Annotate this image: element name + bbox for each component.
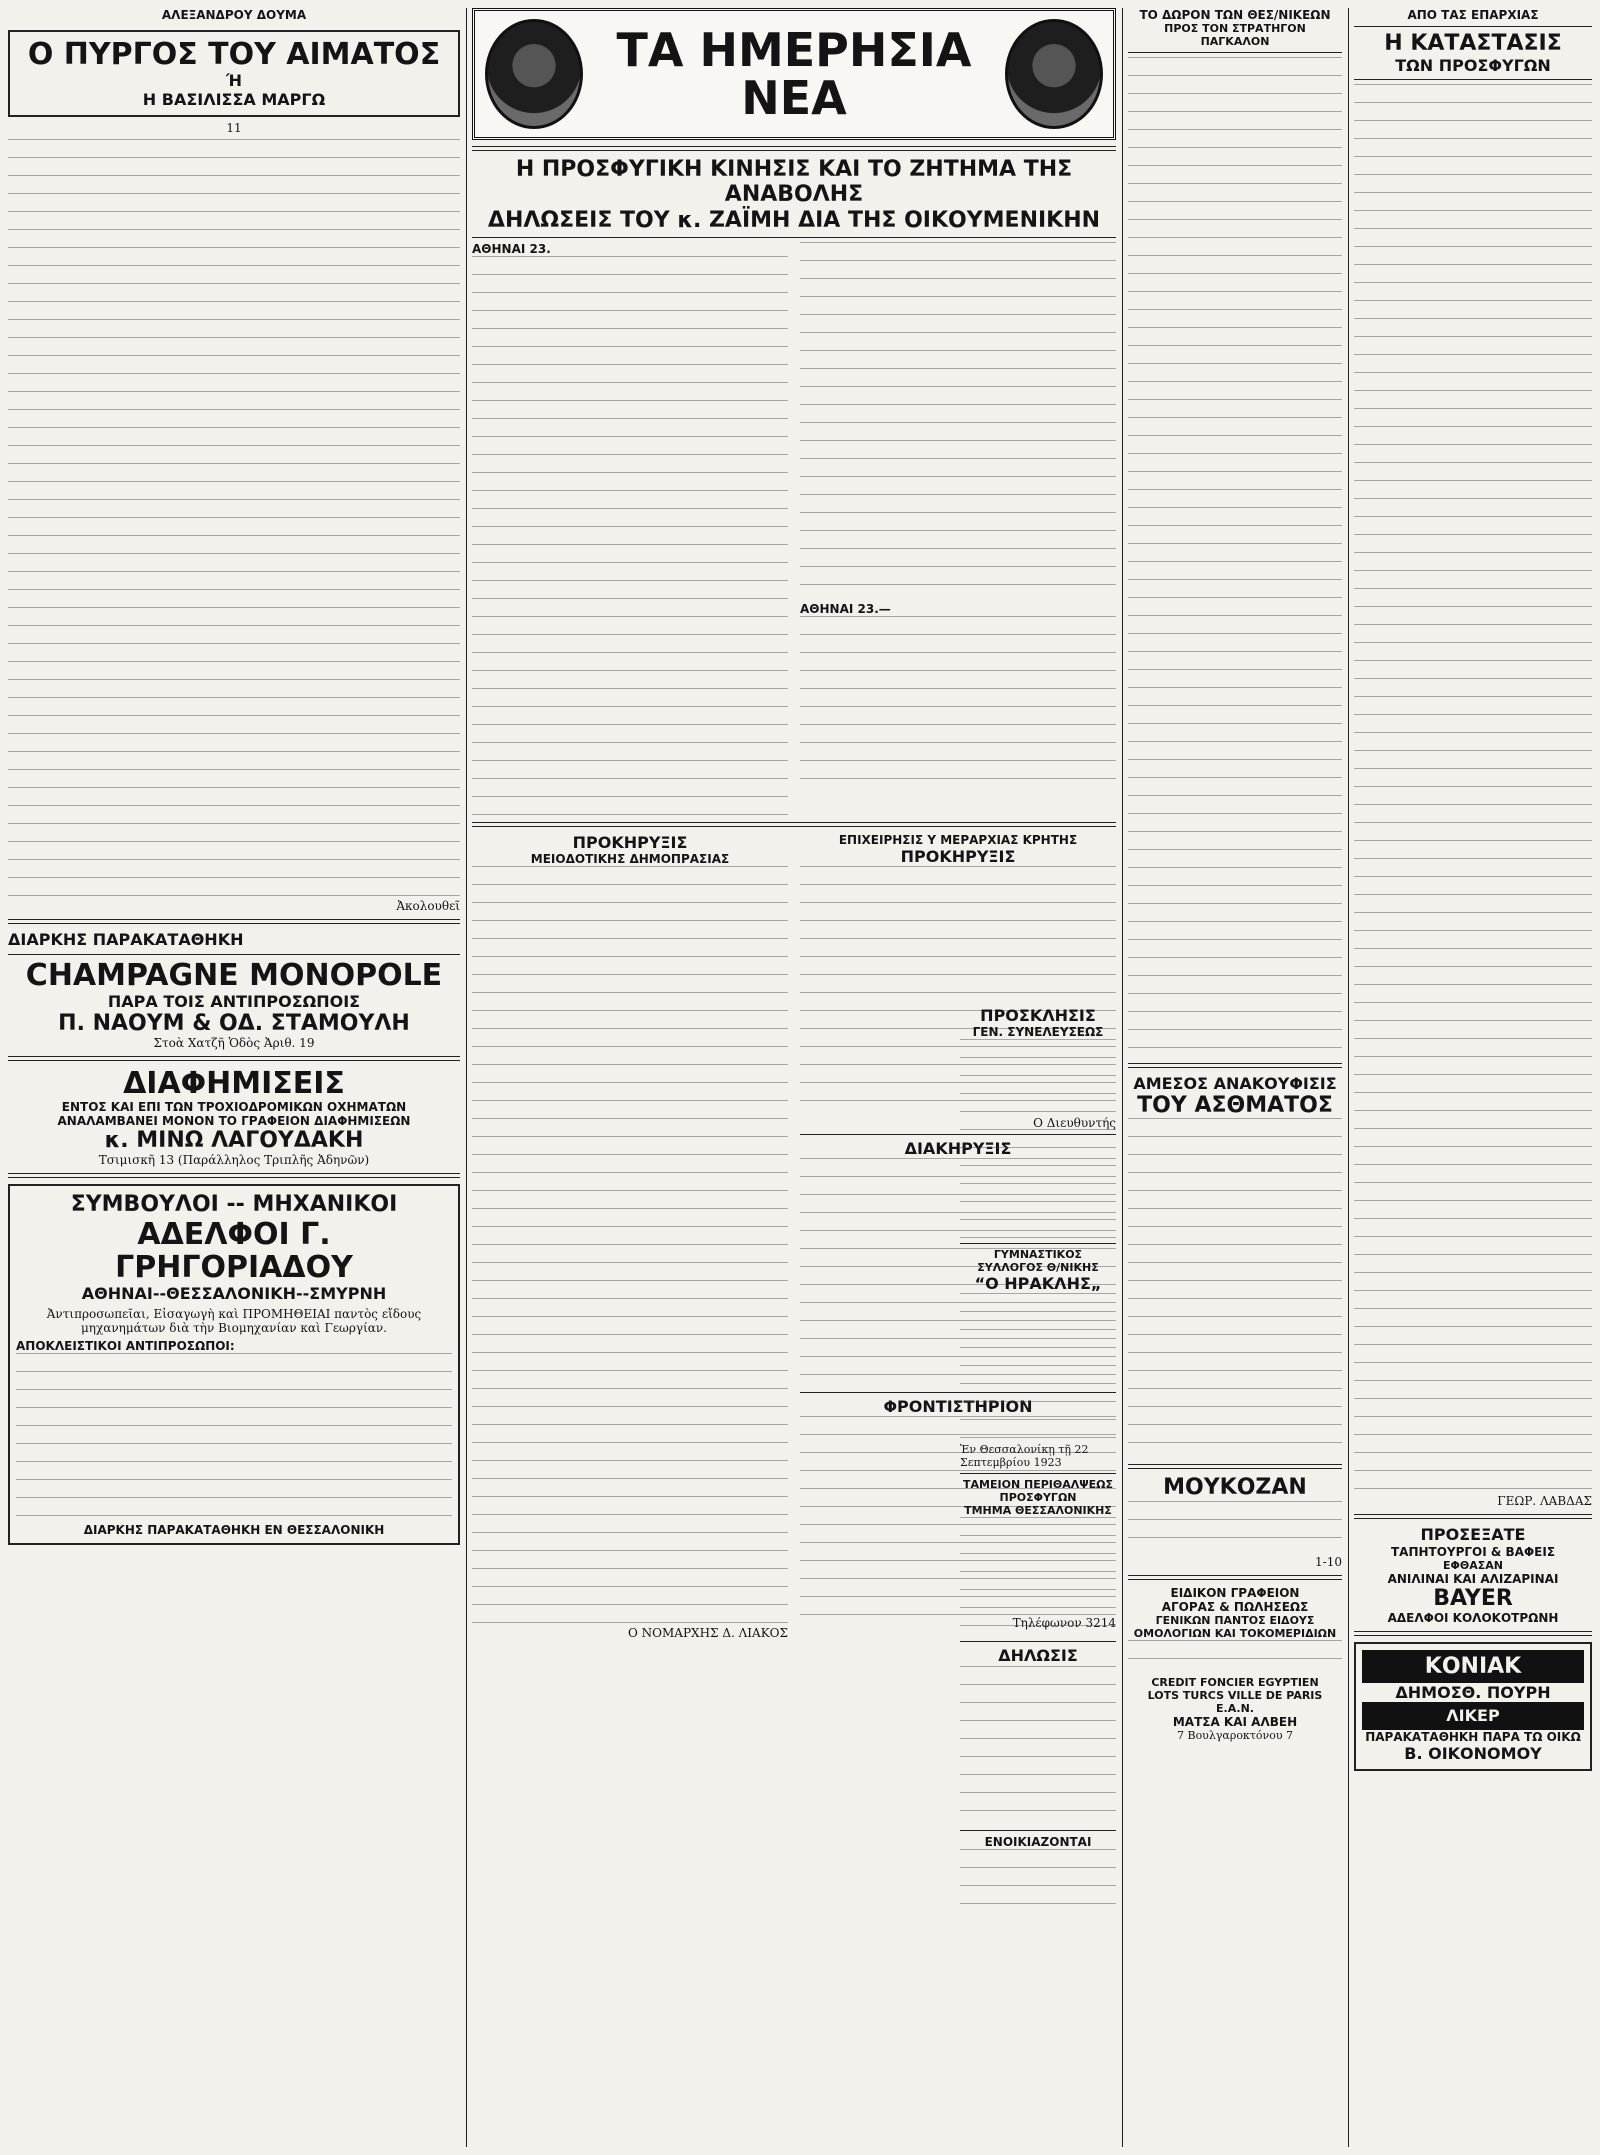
divider [1354, 1514, 1592, 1519]
serial-author: ΑΛΕΞΑΝΔΡΟΥ ΔΟΥΜΑ [161, 8, 307, 22]
masthead-emblem-left [485, 19, 583, 129]
assembly-heading: ΠΡΟΣΚΛΗΣΙΣ [980, 1006, 1096, 1025]
bayer-ad-trades: ΤΑΠΗΤΟΥΡΓΟΙ & ΒΑΦΕΙΣ [1390, 1544, 1556, 1559]
bayer-ad-brand: BAYER [1433, 1585, 1513, 1611]
assembly-body [960, 1039, 1116, 1239]
rent-heading: ΕΝΟΙΚΙΑΖΟΝΤΑΙ [984, 1834, 1092, 1849]
notice-1-signature: Ο ΝΟΜΑΡΧΗΣ Δ. ΛΙΑΚΟΣ [628, 1626, 788, 1641]
notice-1-body [472, 866, 788, 1626]
second-dateline: ΑΘΗΝΑΙ 23.— [800, 601, 891, 616]
asthma-sub: ΤΟΥ ΑΣΘΜΑΤΟΣ [1137, 1093, 1333, 1119]
champagne-ad-address: Στοὰ Χατζῆ Ὁδὸς Ἀριθ. 19 [153, 1036, 315, 1051]
serial-continued: Ἀκολουθεῖ [396, 899, 460, 914]
main-article-body-1 [472, 256, 788, 816]
ads-line-1: ΕΝΤΟΣ ΚΑΙ ΕΠΙ ΤΩΝ ΤΡΟΧΙΟΔΡΟΜΙΚΩΝ ΟΧΗΜΑΤΩΝ [61, 1100, 407, 1115]
main-article [472, 242, 1116, 816]
ads-address: Τσιμισκῆ 13 (Παράλληλος Τριπλῆς Ἀδηνῶν) [98, 1153, 370, 1168]
serial-subtitle: Η ΒΑΣΙΛΙΣΣΑ ΜΑΡΓΩ [142, 90, 326, 110]
headline: Η ΠΡΟΣΦΥΓΙΚΗ ΚΙΝΗΣΙΣ ΚΑΙ ΤΟ ΖΗΤΗΜΑ ΤΗΣ ΑΝΑΒΟΛΗΣ [515, 157, 1073, 208]
subheadline: ΔΗΛΩΣΕΙΣ ΤΟΥ κ. ΖΑΪΜΗ ΔΙΑ ΤΗΣ ΟΙΚΟΥΜΕΝΙΚΗΝ [487, 207, 1101, 233]
divider [472, 237, 1116, 238]
main-article-body-2 [800, 242, 1116, 602]
gifts-sub: ΠΡΟΣ ΤΟΝ ΣΤΡΑΤΗΓΟΝ ΠΑΓΚΑΛΟΝ [1164, 22, 1306, 48]
serial-number: 11 [226, 121, 242, 136]
notice-2-sub: ΠΡΟΚΗΡΥΞΙΣ [900, 846, 1016, 866]
fund-sub: ΤΜΗΜΑ ΘΕΣΣΑΛΟΝΙΚΗΣ [964, 1504, 1112, 1518]
club-body [960, 1293, 1116, 1443]
serial-body-text [8, 139, 460, 899]
engineers-ad [8, 1184, 460, 1544]
cognac-maker: ΔΗΜΟΣΘ. ΠΟΥΡΗ [1395, 1683, 1551, 1703]
column-provinces [1354, 8, 1592, 2147]
declaration-body [960, 1666, 1116, 1826]
gifts-heading: ΤΟ ΔΩΡΟΝ ΤΩΝ ΘΕΣ/ΝΙΚΕΩΝ [1139, 8, 1331, 22]
bayer-ad-invite: ΠΡΟΣΕΞΑΤΕ [1420, 1525, 1526, 1545]
masthead [472, 8, 1116, 140]
office-address: 7 Βουλγαροκτόνου 7 [1176, 1728, 1294, 1742]
engineers-heading: ΣΥΜΒΟΥΛΟΙ -- ΜΗΧΑΝΙΚΟΙ [70, 1192, 398, 1218]
masthead-emblem-right [1005, 19, 1103, 129]
fund-body [960, 1517, 1116, 1637]
club-date: Ἐν Θεσσαλονίκῃ τῇ 22 Σεπτεμβρίου 1923 [960, 1443, 1089, 1470]
main-article-dateline: ΑΘΗΝΑΙ 23. [472, 241, 551, 256]
office-sub: ΑΓΟΡΑΣ & ΠΩΛΗΣΕΩΣ [1161, 1599, 1309, 1614]
office-lots: LOTS TURCS VILLE DE PARIS E.A.N. [1147, 1688, 1323, 1715]
office-body [1128, 1640, 1342, 1676]
divider [472, 146, 1116, 151]
serial-title-box [8, 30, 460, 117]
masthead-title: ΤΑ ΗΜΕΡΗΣΙΑ ΝΕΑ [616, 22, 972, 125]
divider [960, 1473, 1116, 1474]
notice-4-heading: ΦΡΟΝΤΙΣΤΗΡΙΟΝ [883, 1397, 1033, 1417]
engineers-tagline: Ἀντιπροσωπεῖαι, Εἰσαγωγὴ καὶ ΠΡΟΜΗΘΕΙΑΙ παντὸς εἴδους μηχανημάτων διὰ τὴν Βιομηχανίαν καὶ Γεωργίαν. [46, 1306, 422, 1335]
refugees-signature: ΓΕΩΡ. ΛΑΒΔΑΣ [1497, 1494, 1592, 1509]
office-names: ΜΑΤΣΑ ΚΑΙ ΑΛΒΕΗ [1172, 1714, 1298, 1729]
engineers-reps-list [16, 1353, 452, 1523]
notice-4-phone: Τηλέφωνον 3214 [1012, 1616, 1116, 1631]
divider [8, 1056, 460, 1061]
refugees-body [1354, 84, 1592, 1494]
divider [8, 954, 460, 955]
column-rule [1348, 8, 1349, 2147]
divider [960, 1641, 1116, 1642]
main-article-body-3 [800, 616, 1116, 796]
serial-title: Ο ΠΥΡΓΟΣ ΤΟΥ ΑΙΜΑΤΟΣ [27, 37, 441, 72]
cognac-title: ΚΟΝΙΑΚ [1362, 1650, 1584, 1683]
divider [960, 1243, 1116, 1244]
divider [1128, 1575, 1342, 1580]
asthma-body [1128, 1118, 1342, 1458]
champagne-ad-sub: ΠΑΡΑ ΤΟΙΣ ΑΝΤΙΠΡΟΣΩΠΟΙΣ [107, 991, 361, 1011]
fund-heading: ΤΑΜΕΙΟΝ ΠΕΡΙΘΑΛΨΕΩΣ ΠΡΟΣΦΥΓΩΝ [963, 1478, 1113, 1505]
cognac-ad [1354, 1642, 1592, 1771]
refugees-heading: Η ΚΑΤΑΣΤΑΣΙΣ [1384, 31, 1562, 56]
bayer-ad-seller: ΑΔΕΛΦΟΙ ΚΟΛΟΚΟΤΡΩΝΗ [1387, 1610, 1559, 1625]
divider [1128, 52, 1342, 53]
divider [1354, 79, 1592, 80]
ads-title: ΔΙΑΦΗΜΙΣΕΙΣ [123, 1066, 345, 1102]
gifts-list [1128, 57, 1342, 1057]
moukozan-body [1128, 1501, 1342, 1555]
office-line: ΓΕΝΙΚΩΝ ΠΑΝΤΟΣ ΕΙΔΟΥΣ ΟΜΟΛΟΓΙΩΝ ΚΑΙ ΤΟΚΟΜΕΡΙΔΙΩΝ [1133, 1613, 1337, 1640]
office-bank: CREDIT FONCIER EGYPTIEN [1151, 1675, 1319, 1689]
ads-name: κ. ΜΙΝΩ ΛΑΓΟΥΔΑΚΗ [104, 1128, 364, 1154]
column-serial [8, 8, 460, 2147]
notice-2-signature: Ο Διευθυντής [1033, 1116, 1116, 1131]
column-gifts [1128, 8, 1342, 2147]
asthma-heading: ΑΜΕΣΟΣ ΑΝΑΚΟΥΦΙΣΙΣ [1133, 1074, 1337, 1093]
deposit-heading: ΔΙΑΡΚΗΣ ΠΑΡΑΚΑΤΑΘΗΚΗ [8, 930, 244, 950]
column-notices [960, 1006, 1116, 2147]
refugees-sub: ΤΩΝ ΠΡΟΣΦΥΓΩΝ [1395, 56, 1551, 76]
notice-3-heading: ΔΙΑΚΗΡΥΞΙΣ [904, 1139, 1012, 1159]
divider [1128, 1464, 1342, 1469]
moukozan-price: 1-10 [1315, 1554, 1342, 1569]
cognac-house: Β. ΟΙΚΟΝΟΜΟΥ [1404, 1743, 1542, 1763]
cognac-deposit: ΠΑΡΑΚΑΤΑΘΗΚΗ ΠΑΡΑ ΤΩ ΟΙΚΩ [1365, 1729, 1581, 1744]
engineers-name: ΑΔΕΛΦΟΙ Γ. ΓΡΗΓΟΡΙΑΔΟΥ [115, 1216, 353, 1285]
notice-1-heading: ΠΡΟΚΗΡΥΞΙΣ [572, 832, 688, 852]
notice-2-heading: ΕΠΙΧΕΙΡΗΣΙΣ Υ ΜΕΡΑΡΧΙΑΣ ΚΡΗΤΗΣ [838, 832, 1078, 847]
divider [1128, 1063, 1342, 1068]
divider [8, 919, 460, 924]
champagne-ad-agents: Π. ΝΑΟΥΜ & ΟΔ. ΣΤΑΜΟΥΛΗ [58, 1010, 410, 1036]
champagne-ad-title: CHAMPAGNE MONOPOLE [25, 957, 443, 993]
club-name: “Ο ΗΡΑΚΛΗΣ„ [974, 1274, 1102, 1294]
engineers-reps-heading: ΑΠΟΚΛΕΙΣΤΙΚΟΙ ΑΝΤΙΠΡΟΣΩΠΟΙ: [16, 1338, 235, 1353]
declaration-heading: ΔΗΛΩΣΙΣ [998, 1646, 1078, 1666]
rent-body [960, 1849, 1116, 1909]
column-rule [466, 8, 467, 2147]
assembly-sub: ΓΕΝ. ΣΥΝΕΛΕΥΣΕΩΣ [972, 1025, 1104, 1040]
bayer-ad-goods: ΑΝΙΛΙΝΑΙ ΚΑΙ ΑΛΙΖΑΡΙΝΑΙ [1387, 1571, 1559, 1586]
divider [1354, 26, 1592, 27]
divider [960, 1830, 1116, 1831]
engineers-cities: ΑΘΗΝΑΙ--ΘΕΣΣΑΛΟΝΙΚΗ--ΣΜΥΡΝΗ [81, 1283, 387, 1303]
divider [8, 1173, 460, 1178]
section-label: ΑΠΟ ΤΑΣ ΕΠΑΡΧΙΑΣ [1407, 8, 1539, 22]
engineers-deposit: ΔΙΑΡΚΗΣ ΠΑΡΑΚΑΤΑΘΗΚΗ ΕΝ ΘΕΣΣΑΛΟΝΙΚΗ [83, 1522, 385, 1537]
moukozan-heading: ΜΟΥΚΟΖΑΝ [1163, 1475, 1307, 1501]
ads-line-2: ΑΝΑΛΑΜΒΑΝΕΙ ΜΟΝΟΝ ΤΟ ΓΡΑΦΕΙΟΝ ΔΙΑΦΗΜΙΣΕΩΝ [57, 1114, 411, 1129]
notice-1-sub: ΜΕΙΟΔΟΤΙΚΗΣ ΔΗΜΟΠΡΑΣΙΑΣ [530, 852, 730, 867]
bayer-ad-arrived: ΕΦΘΑΣΑΝ [1443, 1558, 1503, 1572]
cognac-liqueur: ΛΙΚΕΡ [1362, 1702, 1584, 1729]
divider [472, 822, 1116, 827]
club-heading: ΓΥΜΝΑΣΤΙΚΟΣ ΣΥΛΛΟΓΟΣ Θ/ΝΙΚΗΣ [977, 1248, 1099, 1275]
divider [1354, 1631, 1592, 1636]
column-rule [1122, 8, 1123, 2147]
serial-eta: Ή [225, 71, 243, 90]
office-heading: ΕΙΔΙΚΟΝ ΓΡΑΦΕΙΟΝ [1170, 1585, 1300, 1600]
